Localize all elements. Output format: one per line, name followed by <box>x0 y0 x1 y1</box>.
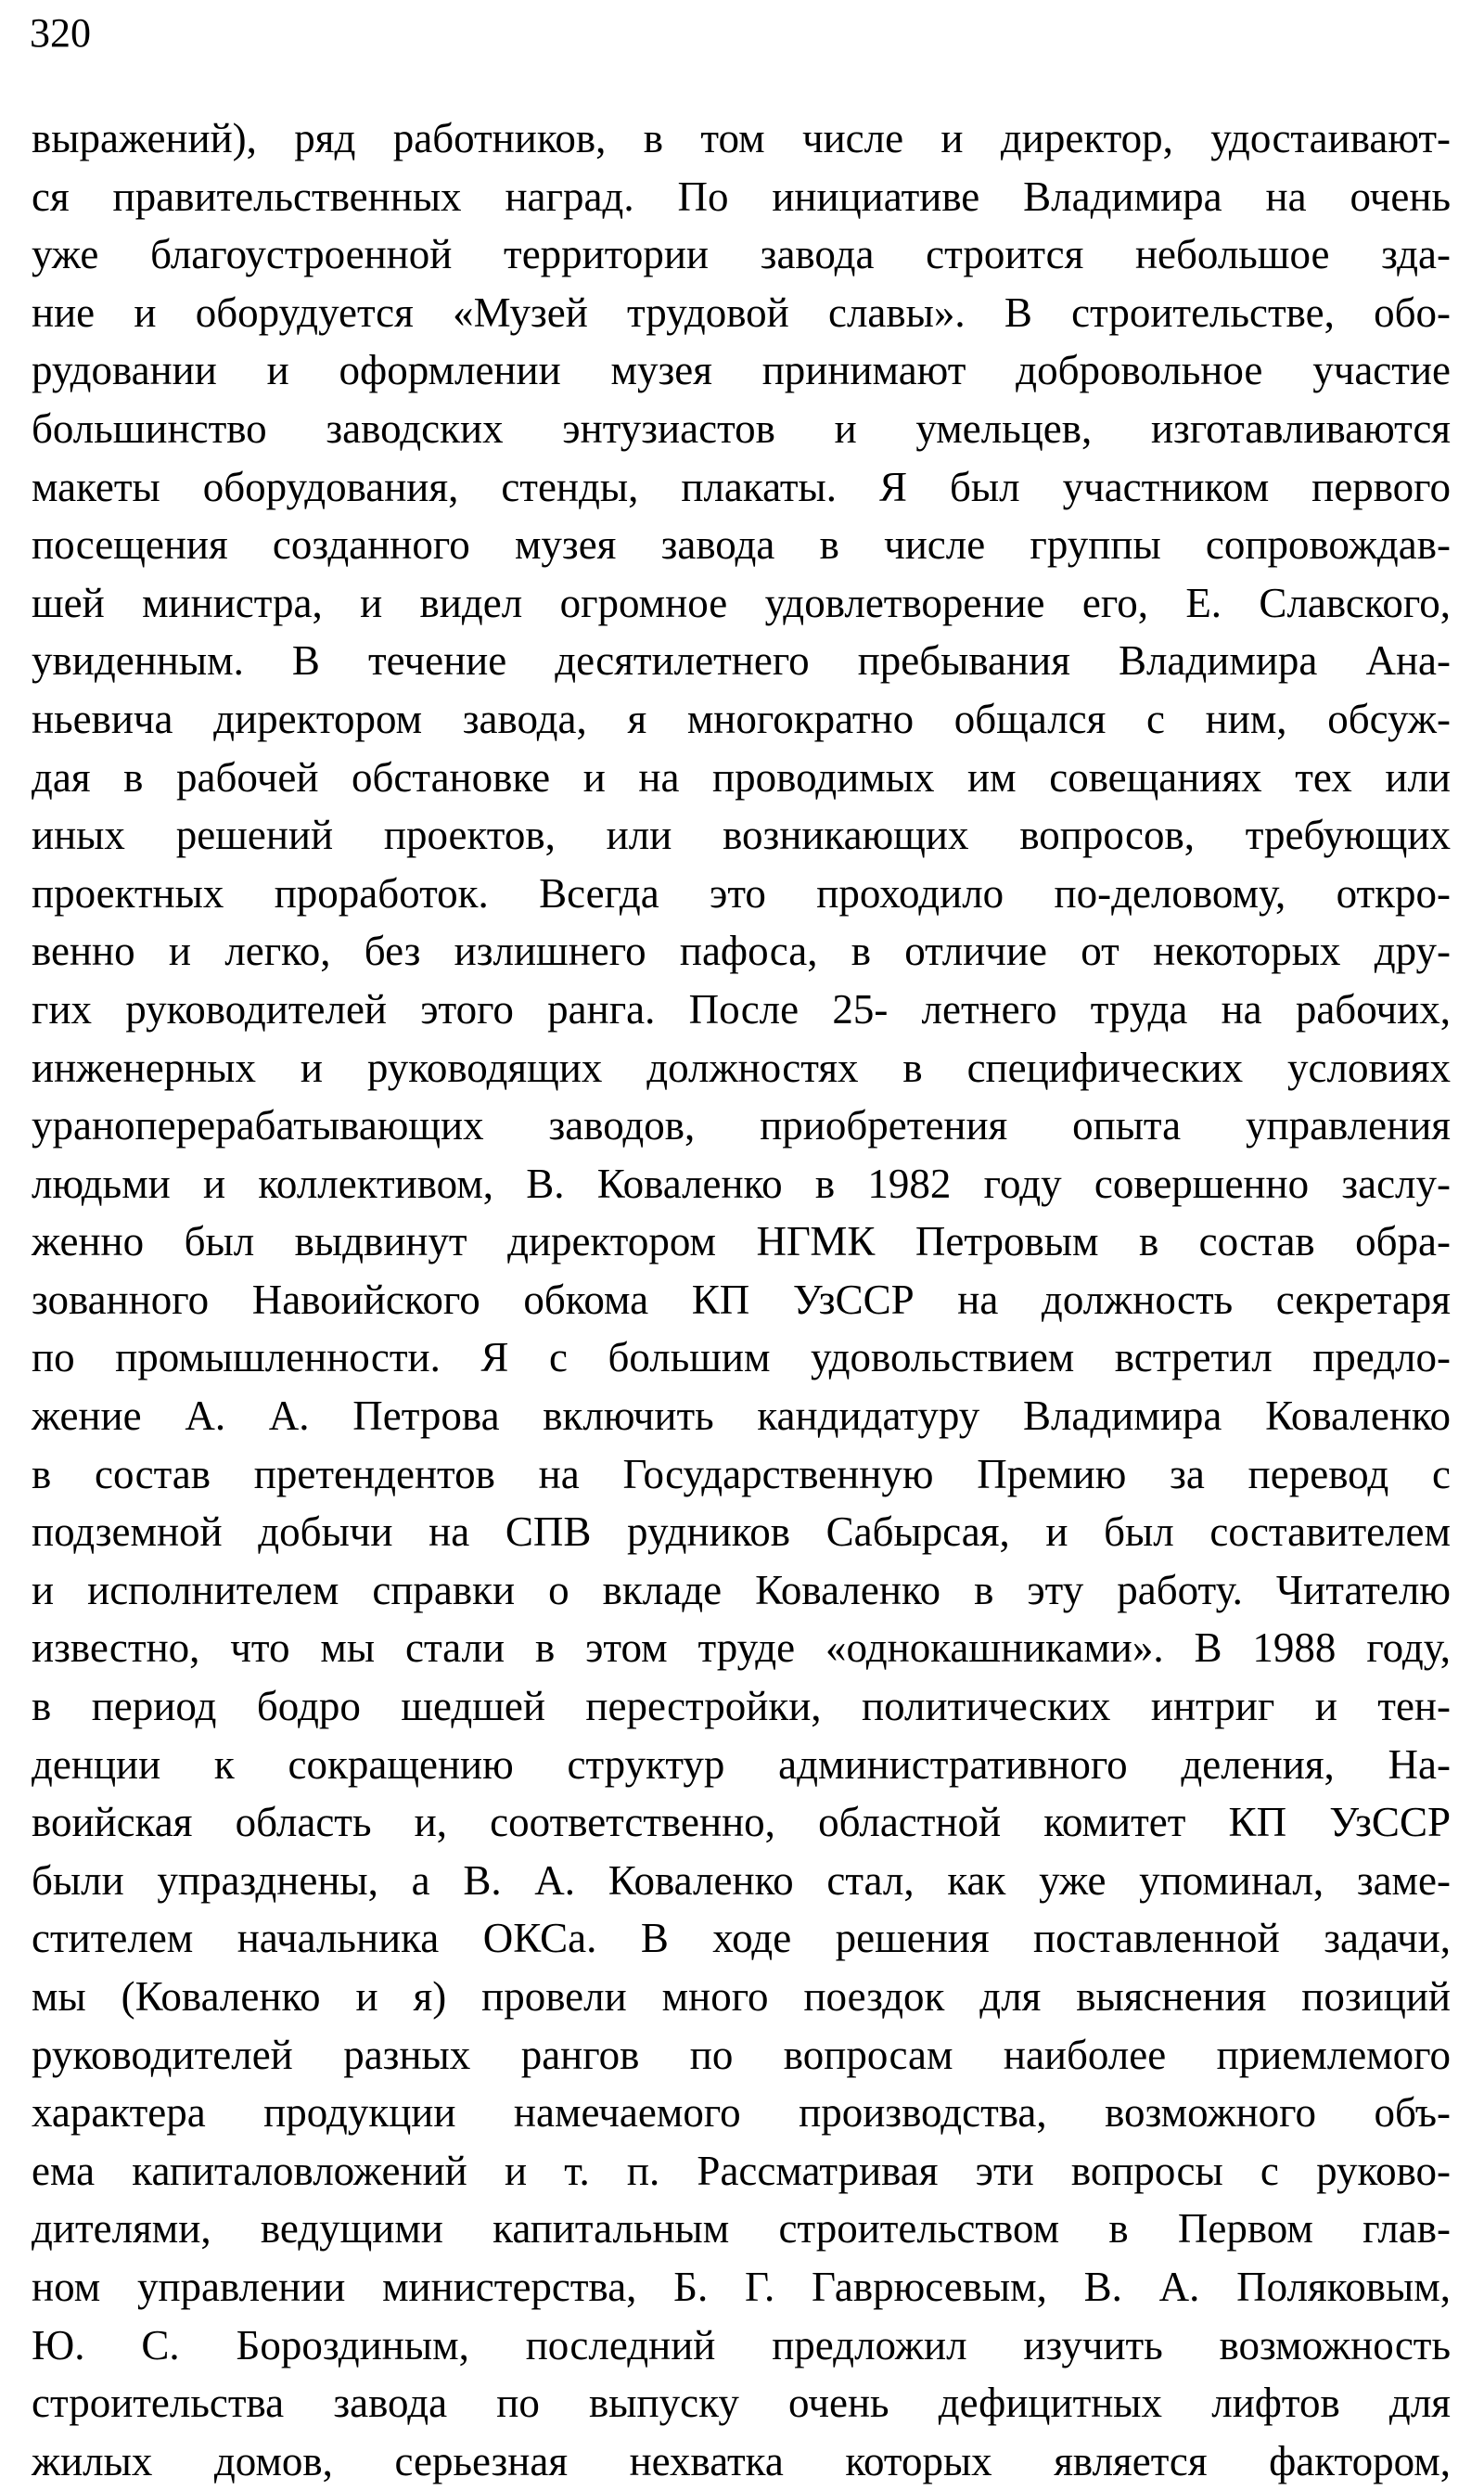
text-line: стителем начальника ОКСа. В ходе решения поставленной задачи, <box>32 1915 1451 1962</box>
text-line: иных решений проектов, или возникающих вопросов, требующих <box>32 812 1451 859</box>
text-line: выражений), ряд работников, в том числе и директор, удостаивают- <box>32 115 1451 161</box>
text-line: характера продукции намечаемого производства, возможного объ- <box>32 2089 1451 2137</box>
text-line: женно был выдвинут директором НГМК Петровым в состав обра- <box>32 1218 1451 1265</box>
text-line: жение А. А. Петрова включить кандидатуру Владимира Коваленко <box>32 1393 1451 1440</box>
page-number: 320 <box>30 10 91 56</box>
body-text <box>32 109 1451 2490</box>
text-line: зованного Навоийского обкома КП УзССР на должность секретаря <box>32 1276 1451 1323</box>
text-line: инженерных и руководящих должностях в специфических условиях <box>32 1044 1451 1091</box>
text-line: подземной добычи на СПВ рудников Сабырсая, и был составителем <box>32 1508 1451 1556</box>
text-line: и исполнителем справки о вкладе Коваленко в эту работу. Читателю <box>32 1566 1451 1613</box>
text-line: известно, что мы стали в этом труде «однокашниками». В 1988 году, <box>32 1624 1451 1672</box>
text-line: рудовании и оформлении музея принимают добровольное участие <box>32 347 1451 394</box>
text-line: ема капиталовложений и т. п. Рассматривая эти вопросы с руково- <box>32 2147 1451 2194</box>
text-line: по промышленности. Я с большим удовольствием встретил предло- <box>32 1334 1451 1381</box>
text-line: ние и оборудуется «Музей трудовой славы». В строительстве, обо- <box>32 289 1451 336</box>
text-line: большинство заводских энтузиастов и умельцев, изготавливаются <box>32 404 1451 452</box>
text-line: Ю. С. Бороздиным, последний предложил изучить возможность <box>32 2321 1451 2368</box>
text-line: посещения созданного музея завода в числе группы сопровождав- <box>32 521 1451 569</box>
text-line: увиденным. В течение десятилетнего пребывания Владимира Ана- <box>32 637 1451 685</box>
text-line: руководителей разных рангов по вопросам наиболее приемлемого <box>32 2031 1451 2078</box>
text-line: уранoперерабатывающих заводов, приобретения опыта управления <box>32 1102 1451 1149</box>
text-line: воийская область и, соответственно, областной комитет КП УзССР <box>32 1799 1451 1846</box>
text-line: мы (Коваленко и я) провели много поездок для выяснения позиций <box>32 1973 1451 2020</box>
text-line: в состав претендентов на Государственную Премию за перевод с <box>32 1450 1451 1497</box>
text-line: шей министра, и видел огромное удовлетворение его, Е. Славского, <box>32 579 1451 626</box>
text-line: ся правительственных наград. По инициативе Владимира на очень <box>32 173 1451 220</box>
text-line: дая в рабочей обстановке и на проводимых им совещаниях тех или <box>32 753 1451 801</box>
text-line: строительства завода по выпуску очень дефицитных лифтов для <box>32 2380 1451 2427</box>
text-line: гих руководителей этого ранга. После 25- летнего труда на рабочих, <box>32 985 1451 1033</box>
text-line: денции к сокращению структур административного деления, На- <box>32 1740 1451 1788</box>
text-line: ньевича директором завода, я многократно общался с ним, обсуж- <box>32 695 1451 742</box>
text-line: ном управлении министерства, Б. Г. Гаврюсевым, В. А. Поляковым, <box>32 2263 1451 2310</box>
text-line: проектных проработок. Всегда это проходило по-деловому, откро- <box>32 869 1451 917</box>
text-line: дителями, ведущими капитальным строительством в Первом глав- <box>32 2205 1451 2253</box>
text-line: были упразднены, а В. А. Коваленко стал, как уже упоминал, заме- <box>32 1856 1451 1904</box>
text-line: людьми и коллективом, В. Коваленко в 1982 году совершенно заслу- <box>32 1160 1451 1207</box>
text-line: уже благоустроенной территории завода строится небольшое зда- <box>32 231 1451 278</box>
text-line: жилых домов, серьезная нехватка которых является фактором, <box>32 2437 1451 2484</box>
text-line: в период бодро шедшей перестройки, политических интриг и тен- <box>32 1683 1451 1730</box>
text-line: макеты оборудования, стенды, плакаты. Я был участником первого <box>32 463 1451 510</box>
text-line: венно и легко, без излишнего пафоса, в отличие от некоторых дру- <box>32 928 1451 975</box>
